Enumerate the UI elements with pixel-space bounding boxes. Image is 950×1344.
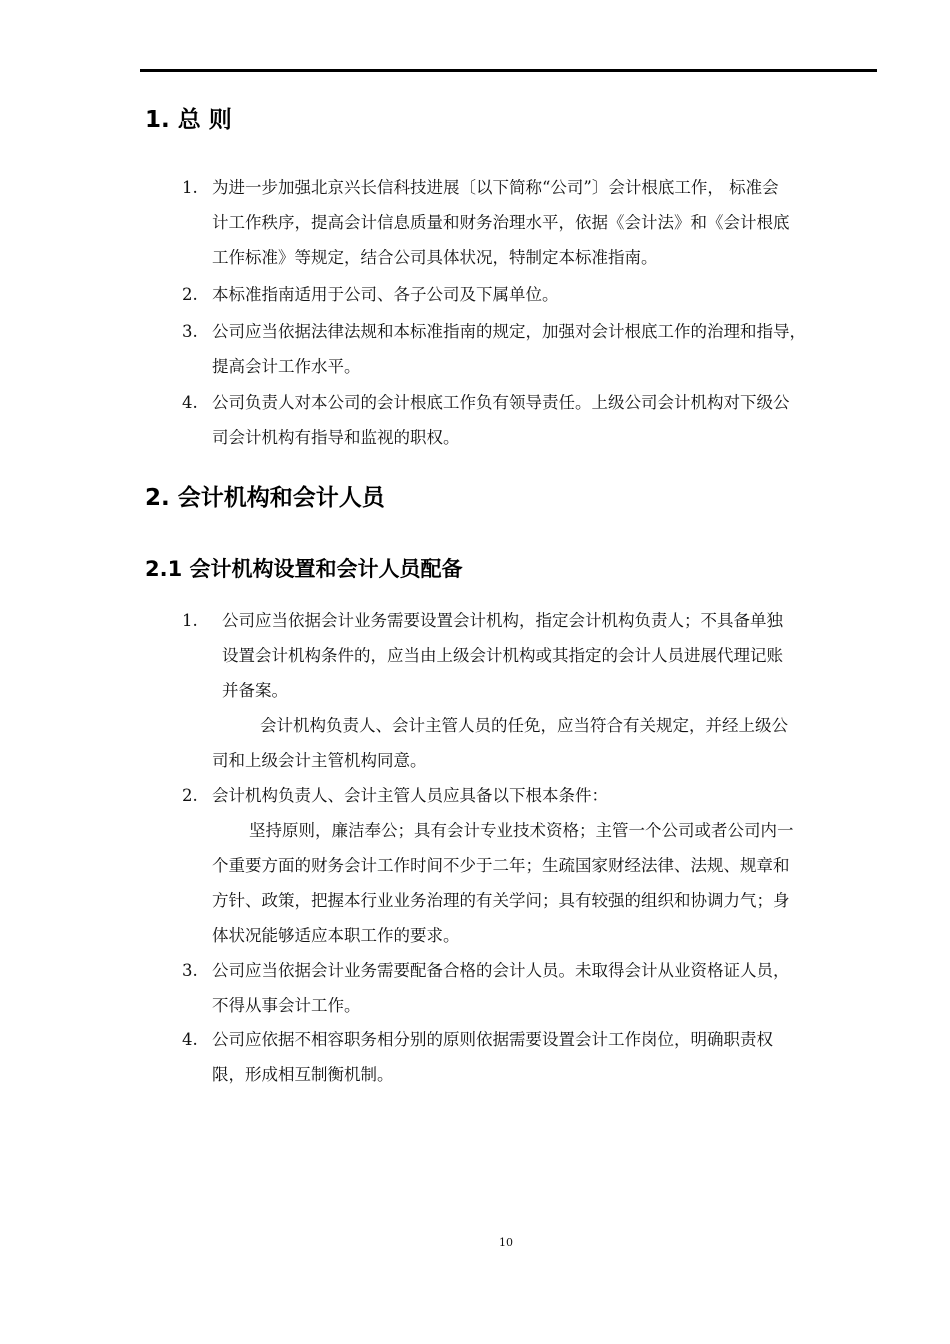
subsection-heading: 2.1 会计机构设置和会计人员配备 — [145, 557, 463, 581]
text-line: 工作标准》等规定，结合公司具体状况，特制定本标准指南。 — [212, 248, 658, 267]
text-line: 本标准指南适用于公司、各子公司及下属单位。 — [212, 285, 559, 304]
text-line: 司会计机构有指导和监视的职权。 — [212, 428, 460, 447]
list-number: 4. — [182, 393, 198, 412]
text-line: 会计机构负责人、会计主管人员的任免，应当符合有关规定，并经上级公 — [260, 716, 788, 735]
text-line: 个重要方面的财务会计工作时间不少于二年；生疏国家财经法律、法规、规章和 — [212, 856, 790, 875]
text-line: 方针、政策，把握本行业业务治理的有关学问；具有较强的组织和协调力气；身 — [212, 891, 790, 910]
header-rule — [140, 69, 877, 72]
text-line: 坚持原则，廉洁奉公；具有会计专业技术资格；主管一个公司或者公司内一 — [249, 821, 794, 840]
text-line: 限，形成相互制衡机制。 — [212, 1065, 394, 1084]
text-line: 计工作秩序，提高会计信息质量和财务治理水平，依据《会计法》和《会计根底 — [212, 213, 790, 232]
text-line: 并备案。 — [222, 681, 288, 700]
text-line: 司和上级会计主管机构同意。 — [212, 751, 427, 770]
list-number: 2. — [182, 786, 198, 805]
list-number: 1. — [182, 611, 198, 630]
section-heading-accounting: 2. 会计机构和会计人员 — [145, 485, 385, 511]
text-line: 不得从事会计工作。 — [212, 996, 361, 1015]
list-number: 3. — [182, 961, 198, 980]
list-number: 2. — [182, 285, 198, 304]
paragraph — [212, 813, 794, 953]
text-line: 为进一步加强北京兴长信科技进展〔以下简称“公司”〕会计根底工作， 标准会 — [212, 178, 779, 197]
text-line: 公司应当依据会计业务需要配备合格的会计人员。未取得会计从业资格证人员， — [212, 961, 790, 980]
page-number: 10 — [499, 1236, 513, 1249]
text-line: 会计机构负责人、会计主管人员应具备以下根本条件： — [212, 786, 608, 805]
text-line: 公司应依据不相容职务相分别的原则依据需要设置会计工作岗位，明确职责权 — [212, 1030, 773, 1049]
list-number: 1. — [182, 178, 198, 197]
paragraph — [212, 708, 788, 778]
text-line: 提高会计工作水平。 — [212, 357, 361, 376]
list-number: 4. — [182, 1030, 198, 1049]
text-line: 体状况能够适应本职工作的要求。 — [212, 926, 460, 945]
list-number: 3. — [182, 322, 198, 341]
text-line: 设置会计机构条件的，应当由上级会计机构或其指定的会计人员进展代理记账 — [222, 646, 783, 665]
text-line: 公司应当依据会计业务需要设置会计机构，指定会计机构负责人；不具备单独 — [222, 611, 783, 630]
section-heading-general: 1. 总 则 — [145, 107, 232, 133]
text-line: 公司应当依据法律法规和本标准指南的规定，加强对会计根底工作的治理和指导， — [212, 322, 806, 341]
text-line: 公司负责人对本公司的会计根底工作负有领导责任。上级公司会计机构对下级公 — [212, 393, 790, 412]
